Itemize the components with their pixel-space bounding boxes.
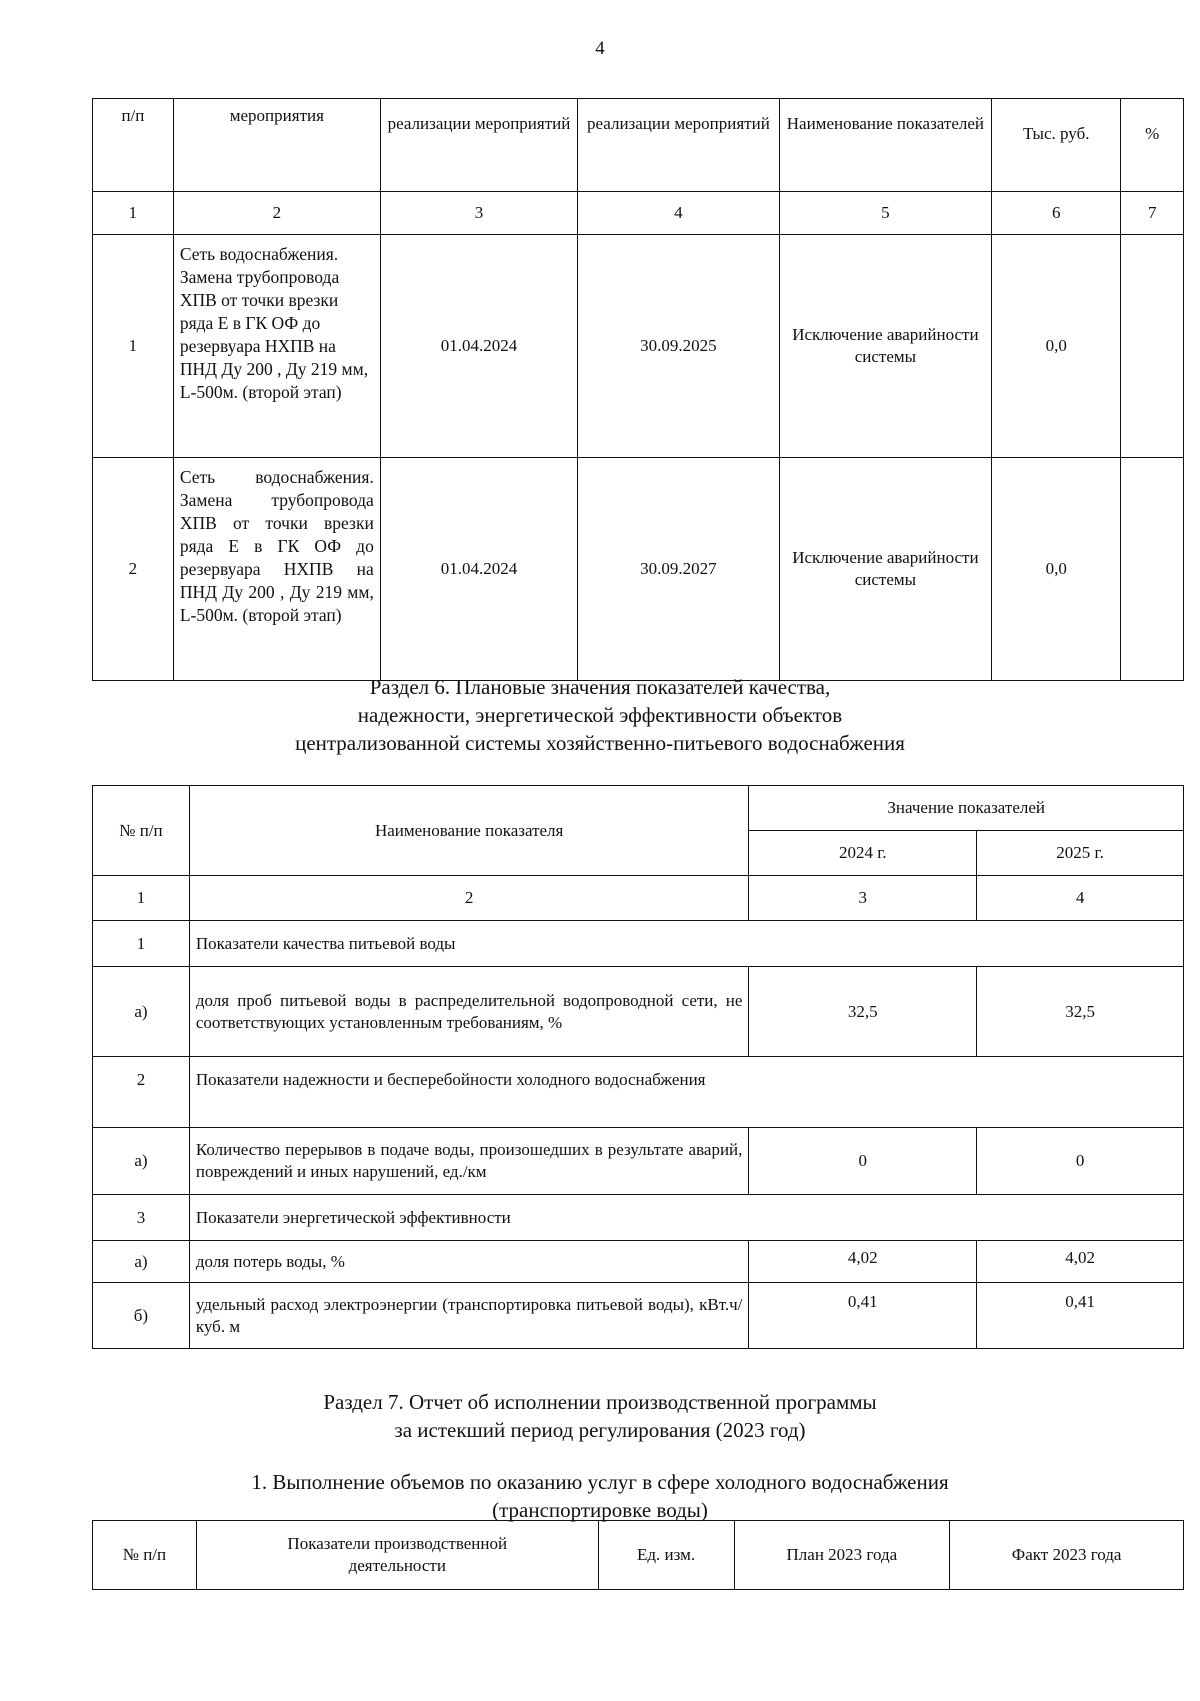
- column-number: 4: [977, 876, 1184, 921]
- item-name: Количество перерывов в подаче воды, произошедших в результате аварий, повреждений и иных нарушений, ед./км: [189, 1128, 749, 1195]
- column-number: 7: [1121, 192, 1184, 235]
- header-cell: № п/п: [93, 1521, 197, 1590]
- report-table: [92, 1520, 1184, 1590]
- section7-title-line: Раздел 7. Отчет об исполнении производственной программы: [323, 1390, 877, 1414]
- item-name: удельный расход электроэнергии (транспортировка питьевой воды), кВт.ч/куб. м: [189, 1283, 749, 1349]
- section6-title-line: Раздел 6. Плановые значения показателей качества,: [369, 675, 831, 699]
- header-cell: Наименование показателей: [779, 99, 991, 192]
- value-2024: 4,02: [749, 1241, 977, 1283]
- column-number: 2: [173, 192, 380, 235]
- table-row: [93, 967, 1184, 1057]
- section-title: Показатели надежности и бесперебойности холодного водоснабжения: [189, 1057, 1183, 1128]
- percent-value: [1121, 235, 1184, 458]
- table-row: [93, 1128, 1184, 1195]
- section7-subtitle-line: (транспортировке воды): [492, 1498, 708, 1522]
- event-name: Сеть водоснабжения. Замена трубопровода ХПВ от точки врезки ряда Е в ГК ОФ до резервуара НХПВ на ПНД Ду 200 , Ду 219 мм, L-500м. (второй этап): [173, 235, 380, 458]
- value-2025: 4,02: [977, 1241, 1184, 1283]
- row-number: 2: [93, 458, 174, 681]
- cost-value: 0,0: [992, 235, 1121, 458]
- table-row: [93, 1241, 1184, 1283]
- value-2025: 0,41: [977, 1283, 1184, 1349]
- column-numbers-row: [93, 876, 1184, 921]
- column-number: 1: [93, 192, 174, 235]
- row-number: 1: [93, 235, 174, 458]
- section-row: [93, 1057, 1184, 1128]
- item-name: доля проб питьевой воды в распределительной водопроводной сети, не соответствующих установленным требованиям, %: [189, 967, 749, 1057]
- section-row: [93, 921, 1184, 967]
- events-table-header: [93, 99, 1184, 192]
- header-cell: Значение показателей: [749, 786, 1184, 831]
- value-2025: 0: [977, 1128, 1184, 1195]
- column-number: 5: [779, 192, 991, 235]
- column-number: 2: [189, 876, 749, 921]
- header-cell: реализации мероприятий: [380, 99, 577, 192]
- table-row: [93, 235, 1184, 458]
- section6-title-line: централизованной системы хозяйственно-питьевого водоснабжения: [295, 731, 905, 755]
- item-name: доля потерь воды, %: [189, 1241, 749, 1283]
- column-number: 3: [380, 192, 577, 235]
- header-cell: %: [1121, 99, 1184, 192]
- section7-title-line: за истекший период регулирования (2023 год): [394, 1418, 806, 1442]
- percent-value: [1121, 458, 1184, 681]
- table-row: [93, 1283, 1184, 1349]
- item-number: а): [93, 1241, 190, 1283]
- value-2024: 32,5: [749, 967, 977, 1057]
- header-cell: реализации мероприятий: [578, 99, 780, 192]
- header-cell: Факт 2023 года: [950, 1521, 1184, 1590]
- indicator-name: Исключение аварийности системы: [779, 235, 991, 458]
- header-cell: Наименование показателя: [189, 786, 749, 876]
- section-number: 1: [93, 921, 190, 967]
- indicator-name: Исключение аварийности системы: [779, 458, 991, 681]
- end-date: 30.09.2027: [578, 458, 780, 681]
- column-number: 6: [992, 192, 1121, 235]
- events-table: [92, 98, 1184, 681]
- header-cell: п/п: [93, 99, 174, 192]
- table-row: [93, 458, 1184, 681]
- end-date: 30.09.2025: [578, 235, 780, 458]
- column-number: 3: [749, 876, 977, 921]
- section7-title: [0, 1388, 1200, 1444]
- indicators-table: [92, 785, 1184, 1349]
- start-date: 01.04.2024: [380, 458, 577, 681]
- indicators-header-row: [93, 786, 1184, 831]
- header-cell: мероприятия: [173, 99, 380, 192]
- value-2024: 0,41: [749, 1283, 977, 1349]
- item-number: а): [93, 967, 190, 1057]
- page-number: 4: [595, 38, 605, 59]
- item-number: б): [93, 1283, 190, 1349]
- column-number: 1: [93, 876, 190, 921]
- section-title: Показатели энергетической эффективности: [189, 1195, 1183, 1241]
- cost-value: 0,0: [992, 458, 1121, 681]
- section6-title-line: надежности, энергетической эффективности объектов: [357, 703, 843, 727]
- year-cell: 2025 г.: [977, 831, 1184, 876]
- event-name: Сеть водоснабжения. Замена трубопровода ХПВ от точки врезки ряда Е в ГК ОФ до резервуара НХПВ на ПНД Ду 200 , Ду 219 мм, L-500м. (второй этап): [173, 458, 380, 681]
- header-cell: № п/п: [93, 786, 190, 876]
- column-number: 4: [578, 192, 780, 235]
- section-number: 2: [93, 1057, 190, 1128]
- value-2024: 0: [749, 1128, 977, 1195]
- year-cell: 2024 г.: [749, 831, 977, 876]
- item-number: а): [93, 1128, 190, 1195]
- header-cell: Показатели производственной деятельности: [196, 1521, 598, 1590]
- value-2025: 32,5: [977, 967, 1184, 1057]
- report-header-row: [93, 1521, 1184, 1590]
- column-numbers-row: [93, 192, 1184, 235]
- section6-title: [0, 673, 1200, 757]
- section7-subtitle-line: 1. Выполнение объемов по оказанию услуг в сфере холодного водоснабжения: [251, 1470, 949, 1494]
- section7-subtitle: [0, 1468, 1200, 1524]
- start-date: 01.04.2024: [380, 235, 577, 458]
- header-cell: Ед. изм.: [598, 1521, 734, 1590]
- header-cell: Тыс. руб.: [992, 99, 1121, 192]
- section-row: [93, 1195, 1184, 1241]
- section-title: Показатели качества питьевой воды: [189, 921, 1183, 967]
- header-cell: План 2023 года: [734, 1521, 950, 1590]
- section-number: 3: [93, 1195, 190, 1241]
